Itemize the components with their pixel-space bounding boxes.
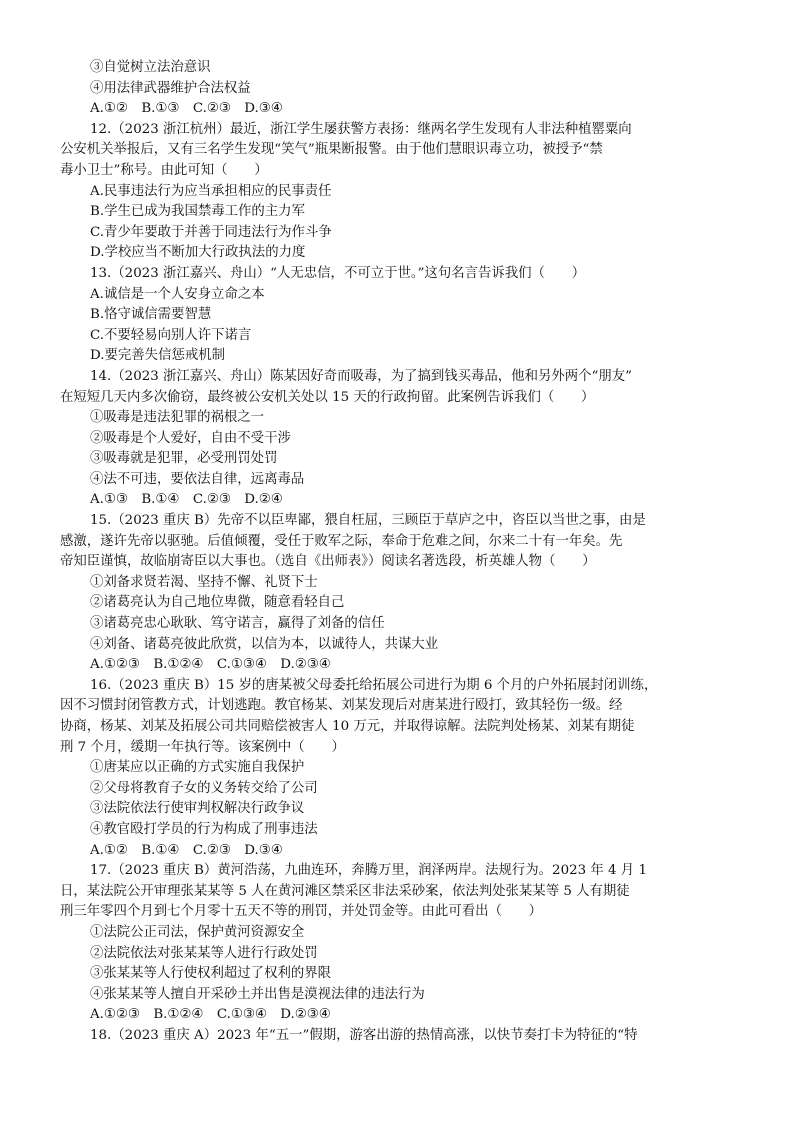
question-stem: 17.（2023 重庆 B）黄河浩荡，九曲连环，奔腾万里，润泽两岸。法规行为。2023 年 4 月 1 <box>90 863 647 879</box>
option-line: A.①② B.①④ C.②③ D.③④ <box>90 842 283 858</box>
question-stem-continued: 日，某法院公开审理张某某等 5 人在黄河滩区禁采区非法采砂案，依法判处张某某等 5 人有期徒 <box>60 883 630 899</box>
option-line: ④教官殴打学员的行为构成了刑事违法 <box>90 821 318 837</box>
question-stem: 12.（2023 浙江杭州）最近，浙江学生屡获警方表扬：继两名学生发现有人非法种植罂粟向 <box>90 121 632 137</box>
option-line: ②吸毒是个人爱好，自由不受干涉 <box>90 430 291 446</box>
question-stem: 13.（2023 浙江嘉兴、舟山）“人无忠信，不可立于世。”这句名言告诉我们（ ） <box>90 265 586 281</box>
option-line: C.青少年要敢于并善于同违法行为作斗争 <box>90 224 332 240</box>
question-stem: 18.（2023 重庆 A）2023 年“五一”假期，游客出游的热情高涨，以快节奏打卡为特征的“特 <box>90 1027 638 1043</box>
option-line: ③自觉树立法治意识 <box>90 60 211 75</box>
option-line: ①法院公正司法，保护黄河资源安全 <box>90 924 305 940</box>
question-stem-continued: 公安机关举报后，又有三名学生发现“笑气”瓶果断报警。由于他们慧眼识毒立功，被授予“禁 <box>60 142 603 158</box>
option-line: ③张某某等人行使权利超过了权利的界限 <box>90 966 332 982</box>
option-line: D.要完善失信惩戒机制 <box>90 348 226 364</box>
option-line: A.诚信是一个人安身立命之本 <box>90 286 265 302</box>
question-stem-continued: 刑 7 个月，缓期一年执行等。该案例中（ ） <box>60 739 345 755</box>
option-line: A.①② B.①③ C.②③ D.③④ <box>90 101 283 117</box>
option-line: ②法院依法对张某某等人进行行政处罚 <box>90 945 318 961</box>
option-line: B.学生已成为我国禁毒工作的主力军 <box>90 204 305 220</box>
option-line: D.学校应当不断加大行政执法的力度 <box>90 245 306 261</box>
question-stem-continued: 刑三年零四个月到七个月零十五天不等的刑罚，并处罚金等。由此可看出（ ） <box>60 904 543 920</box>
option-line: ④用法律武器维护合法权益 <box>90 80 251 96</box>
question-stem: 16.（2023 重庆 B）15 岁的唐某被父母委托给拓展公司进行为期 6 个月的户外拓展封闭训练， <box>90 677 658 693</box>
option-line: ④刘备、诸葛亮彼此欣赏，以信为本，以诚待人，共谋大业 <box>90 636 439 652</box>
option-line: A.①②③ B.①②④ C.①③④ D.②③④ <box>90 657 331 673</box>
question-stem-continued: 感激，遂许先帝以驱驰。后值倾覆，受任于败军之际，奉命于危难之间，尔来二十有一年矣。先 <box>60 533 623 549</box>
option-line: A.民事违法行为应当承担相应的民事责任 <box>90 183 332 199</box>
question-stem-continued: 在短短几天内多次偷窃，最终被公安机关处以 15 天的行政拘留。此案例告诉我们（ ） <box>60 389 595 405</box>
option-line: ③法院依法行使审判权解决行政争议 <box>90 801 305 817</box>
option-line: ②诸葛亮认为自己地位卑微，随意看轻自己 <box>90 595 345 611</box>
option-line: A.①②③ B.①②④ C.①③④ D.②③④ <box>90 1007 331 1023</box>
option-line: ④法不可违，要依法自律，远离毒品 <box>90 471 305 487</box>
option-line: ①吸毒是违法犯罪的祸根之一 <box>90 410 265 426</box>
option-line: ③诸葛亮忠心耿耿、笃守诺言，赢得了刘备的信任 <box>90 616 385 632</box>
option-line: ②父母将教育子女的义务转交给了公司 <box>90 780 318 796</box>
question-stem-continued: 因不习惯封闭管教方式，计划逃跑。教官杨某、刘某发现后对唐某进行殴打，致其轻伤一级。经 <box>60 698 623 714</box>
question-stem: 14.（2023 浙江嘉兴、舟山）陈某因好奇而吸毒，为了搞到钱买毒品，他和另外两个“朋友” <box>90 368 632 384</box>
question-stem-continued: 协商，杨某、刘某及拓展公司共同赔偿被害人 10 万元，并取得谅解。法院判处杨某、刘某有期徒 <box>60 719 635 734</box>
option-line: ①刘备求贤若渴、坚持不懈、礼贤下士 <box>90 574 318 590</box>
option-line: ①唐某应以正确的方式实施自我保护 <box>90 760 305 776</box>
question-stem: 15.（2023 重庆 B）先帝不以臣卑鄙，猥自枉屈，三顾臣于草庐之中，咨臣以当世之事，由是 <box>90 513 646 529</box>
option-line: ③吸毒就是犯罪，必受刑罚处罚 <box>90 451 278 467</box>
option-line: A.①③ B.①④ C.②③ D.②④ <box>90 492 283 508</box>
document-page <box>60 58 742 1047</box>
question-stem-continued: 毒小卫士”称号。由此可知（ ） <box>60 162 268 178</box>
question-stem-continued: 帝知臣谨慎，故临崩寄臣以大事也。（选自《出师表》）阅读名著选段，析英雄人物（ ） <box>60 554 596 570</box>
option-line: C.不要轻易向别人许下诺言 <box>90 327 252 343</box>
option-line: ④张某某等人擅自开采砂土并出售是漠视法律的违法行为 <box>90 986 425 1002</box>
option-line: B.恪守诚信需要智慧 <box>90 307 212 323</box>
